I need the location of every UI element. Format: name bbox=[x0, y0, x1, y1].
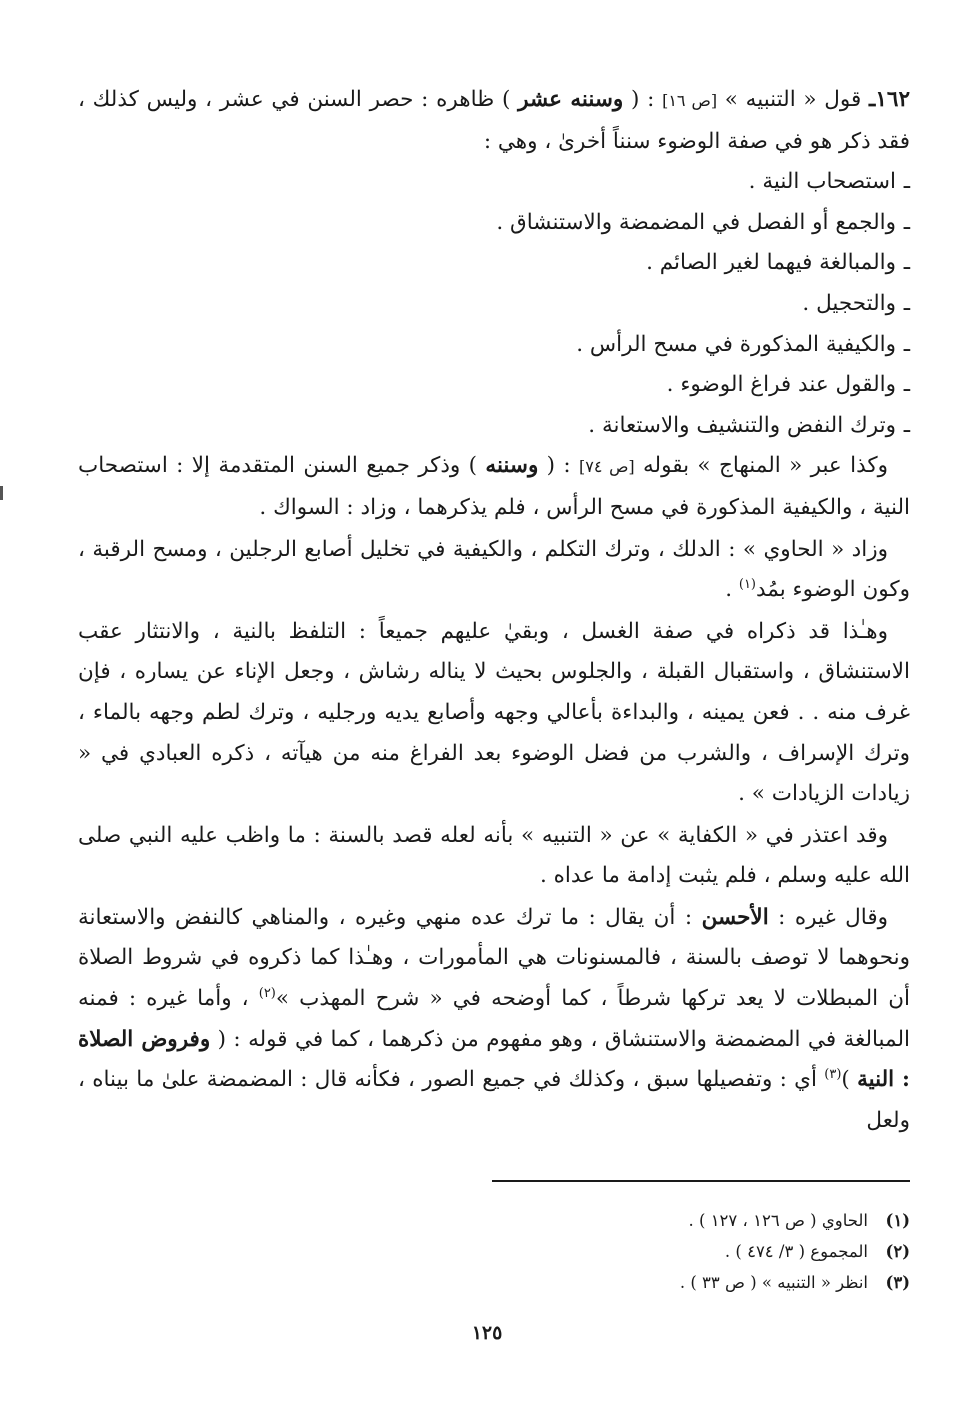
footnote-divider bbox=[492, 1180, 910, 1182]
footnotes bbox=[78, 1205, 910, 1298]
salat-quote: وفروض الصلاة : النية bbox=[78, 1026, 910, 1093]
entry-ref: [ص ١٦] bbox=[662, 91, 718, 110]
sunan-list bbox=[78, 162, 910, 446]
page-body bbox=[78, 80, 910, 1142]
entry-quote: وسننه عشر bbox=[518, 87, 624, 112]
entry-lead: قول « التنبيه » bbox=[717, 87, 870, 112]
footnote-ref-3: (٣) bbox=[824, 1067, 842, 1083]
list-item: ـوالمبالغة فيهما لغير الصائم . bbox=[646, 250, 910, 276]
footnote-ref-1: (١) bbox=[738, 576, 756, 592]
entry-paragraph bbox=[78, 80, 910, 162]
minhaj-ref: [ص ٧٤] bbox=[579, 457, 635, 477]
entry-number: ١٦٢ـ bbox=[869, 87, 910, 112]
minhaj-quote: وسننه bbox=[485, 453, 539, 479]
list-item: ـوالتحجيل . bbox=[802, 290, 910, 316]
list-item: ـوالجمع أو الفصل في المضمضة والاستنشاق . bbox=[496, 209, 910, 235]
kifaya-paragraph: وقد اعتذر في « الكفاية » عن « التنبيه » بأنه لعله قصد بالسنة : ما واظب عليه النبي صلى الله عليه وسلم ، فلم يثبت إدامة ما عداه . bbox=[78, 822, 910, 889]
page-number: ١٢٥ bbox=[471, 1322, 503, 1344]
footnote-item: (١)الحاوي ( ص ١٢٦ ، ١٢٧ ) . bbox=[688, 1211, 910, 1230]
minhaj-paragraph: وكذا عبر « المنهاج » بقوله [ص ٧٤] : ( وسننه ) وذكر جميع السنن المتقدمة إلا : استصحاب النية ، والكيفية المذكورة في مسح الرأس ، فلم يذكرهما ، وزاد : السواك . bbox=[78, 453, 910, 520]
margin-mark bbox=[0, 486, 3, 500]
ahsan-term: الأحسن bbox=[701, 904, 769, 930]
list-item: ـاستصحاب النية . bbox=[748, 169, 910, 195]
list-item: ـوالقول عند فراغ الوضوء . bbox=[666, 372, 910, 398]
footnote-item: (٢)المجموع ( ٣/ ٤٧٤ ) . bbox=[724, 1242, 910, 1261]
list-item: ـوترك النفض والتنشيف والاستعانة . bbox=[588, 412, 910, 438]
footnote-ref-2: (٢) bbox=[258, 985, 276, 1001]
ahsan-paragraph: وقال غيره : الأحسن : أن يقال : ما ترك عده منهي وغيره ، والمناهي كالنفض والاستعانة ونحوهما لا توصف بالسنة ، فالمسنونات هي المأمورات ، وهـٰذا كما ذكروه في شروط الصلاة أن المبطلات لا يعد تركها شرطاً ، كما أوضحه في « شرح المهذب »$^{(٢)}$ ، وأما غيره : فمنه المبالغة في المضمضة والاستنشاق ، وهو مفهوم من ذكرهما ، كما في قوله : ( وفروض الصلاة : النية )$^{(٣)}$ أي : وتفصيلها سبق ، وكذلك في جميع الصور ، فكأنه قال : المضمضة علىٰ ما بيناه ، ولعل bbox=[78, 904, 910, 1133]
ghusl-paragraph: وهـٰذا قد ذكراه في صفة الغسل ، وبقيٰ عليهم جميعاً : التلفظ بالنية ، والانتثار عقب الاستنشاق ، واستقبال القبلة ، والجلوس بحيث لا يناله رشاش ، وجعل الإناء عن يساره ، فإن غرف منه . . فعن يمينه ، والبداءة بأعالي وجهه وأصابع يديه ورجليه ، وترك لطم وجهه بالماء ، وترك الإسراف ، والشرب من فضل الوضوء بعد الفراغ منه من هيآته ، ذكره العبادي في « زيادات الزيادات » . bbox=[78, 618, 910, 807]
list-item: ـوالكيفية المذكورة في مسح الرأس . bbox=[576, 331, 910, 357]
entry-text: ظاهره : حصر السنن في عشر ، وليس كذلك ، فقد ذكر هو في صفة الوضوء سنناً أخرىٰ ، وهي : bbox=[78, 87, 910, 154]
footnote-item: (٣)انظر « التنبيه » ( ص ٣٣ ) . bbox=[679, 1273, 910, 1292]
hawi-paragraph: وزاد « الحاوي » : الدلك ، وترك التكلم ، والكيفية في تخليل أصابع الرجلين ، ومسح الرقبة ، وكون الوضوء بمُد$^{(١)}$ . bbox=[78, 536, 910, 603]
entry-quote-open: : ( bbox=[623, 87, 663, 112]
entry-quote-close: ) bbox=[494, 87, 519, 112]
